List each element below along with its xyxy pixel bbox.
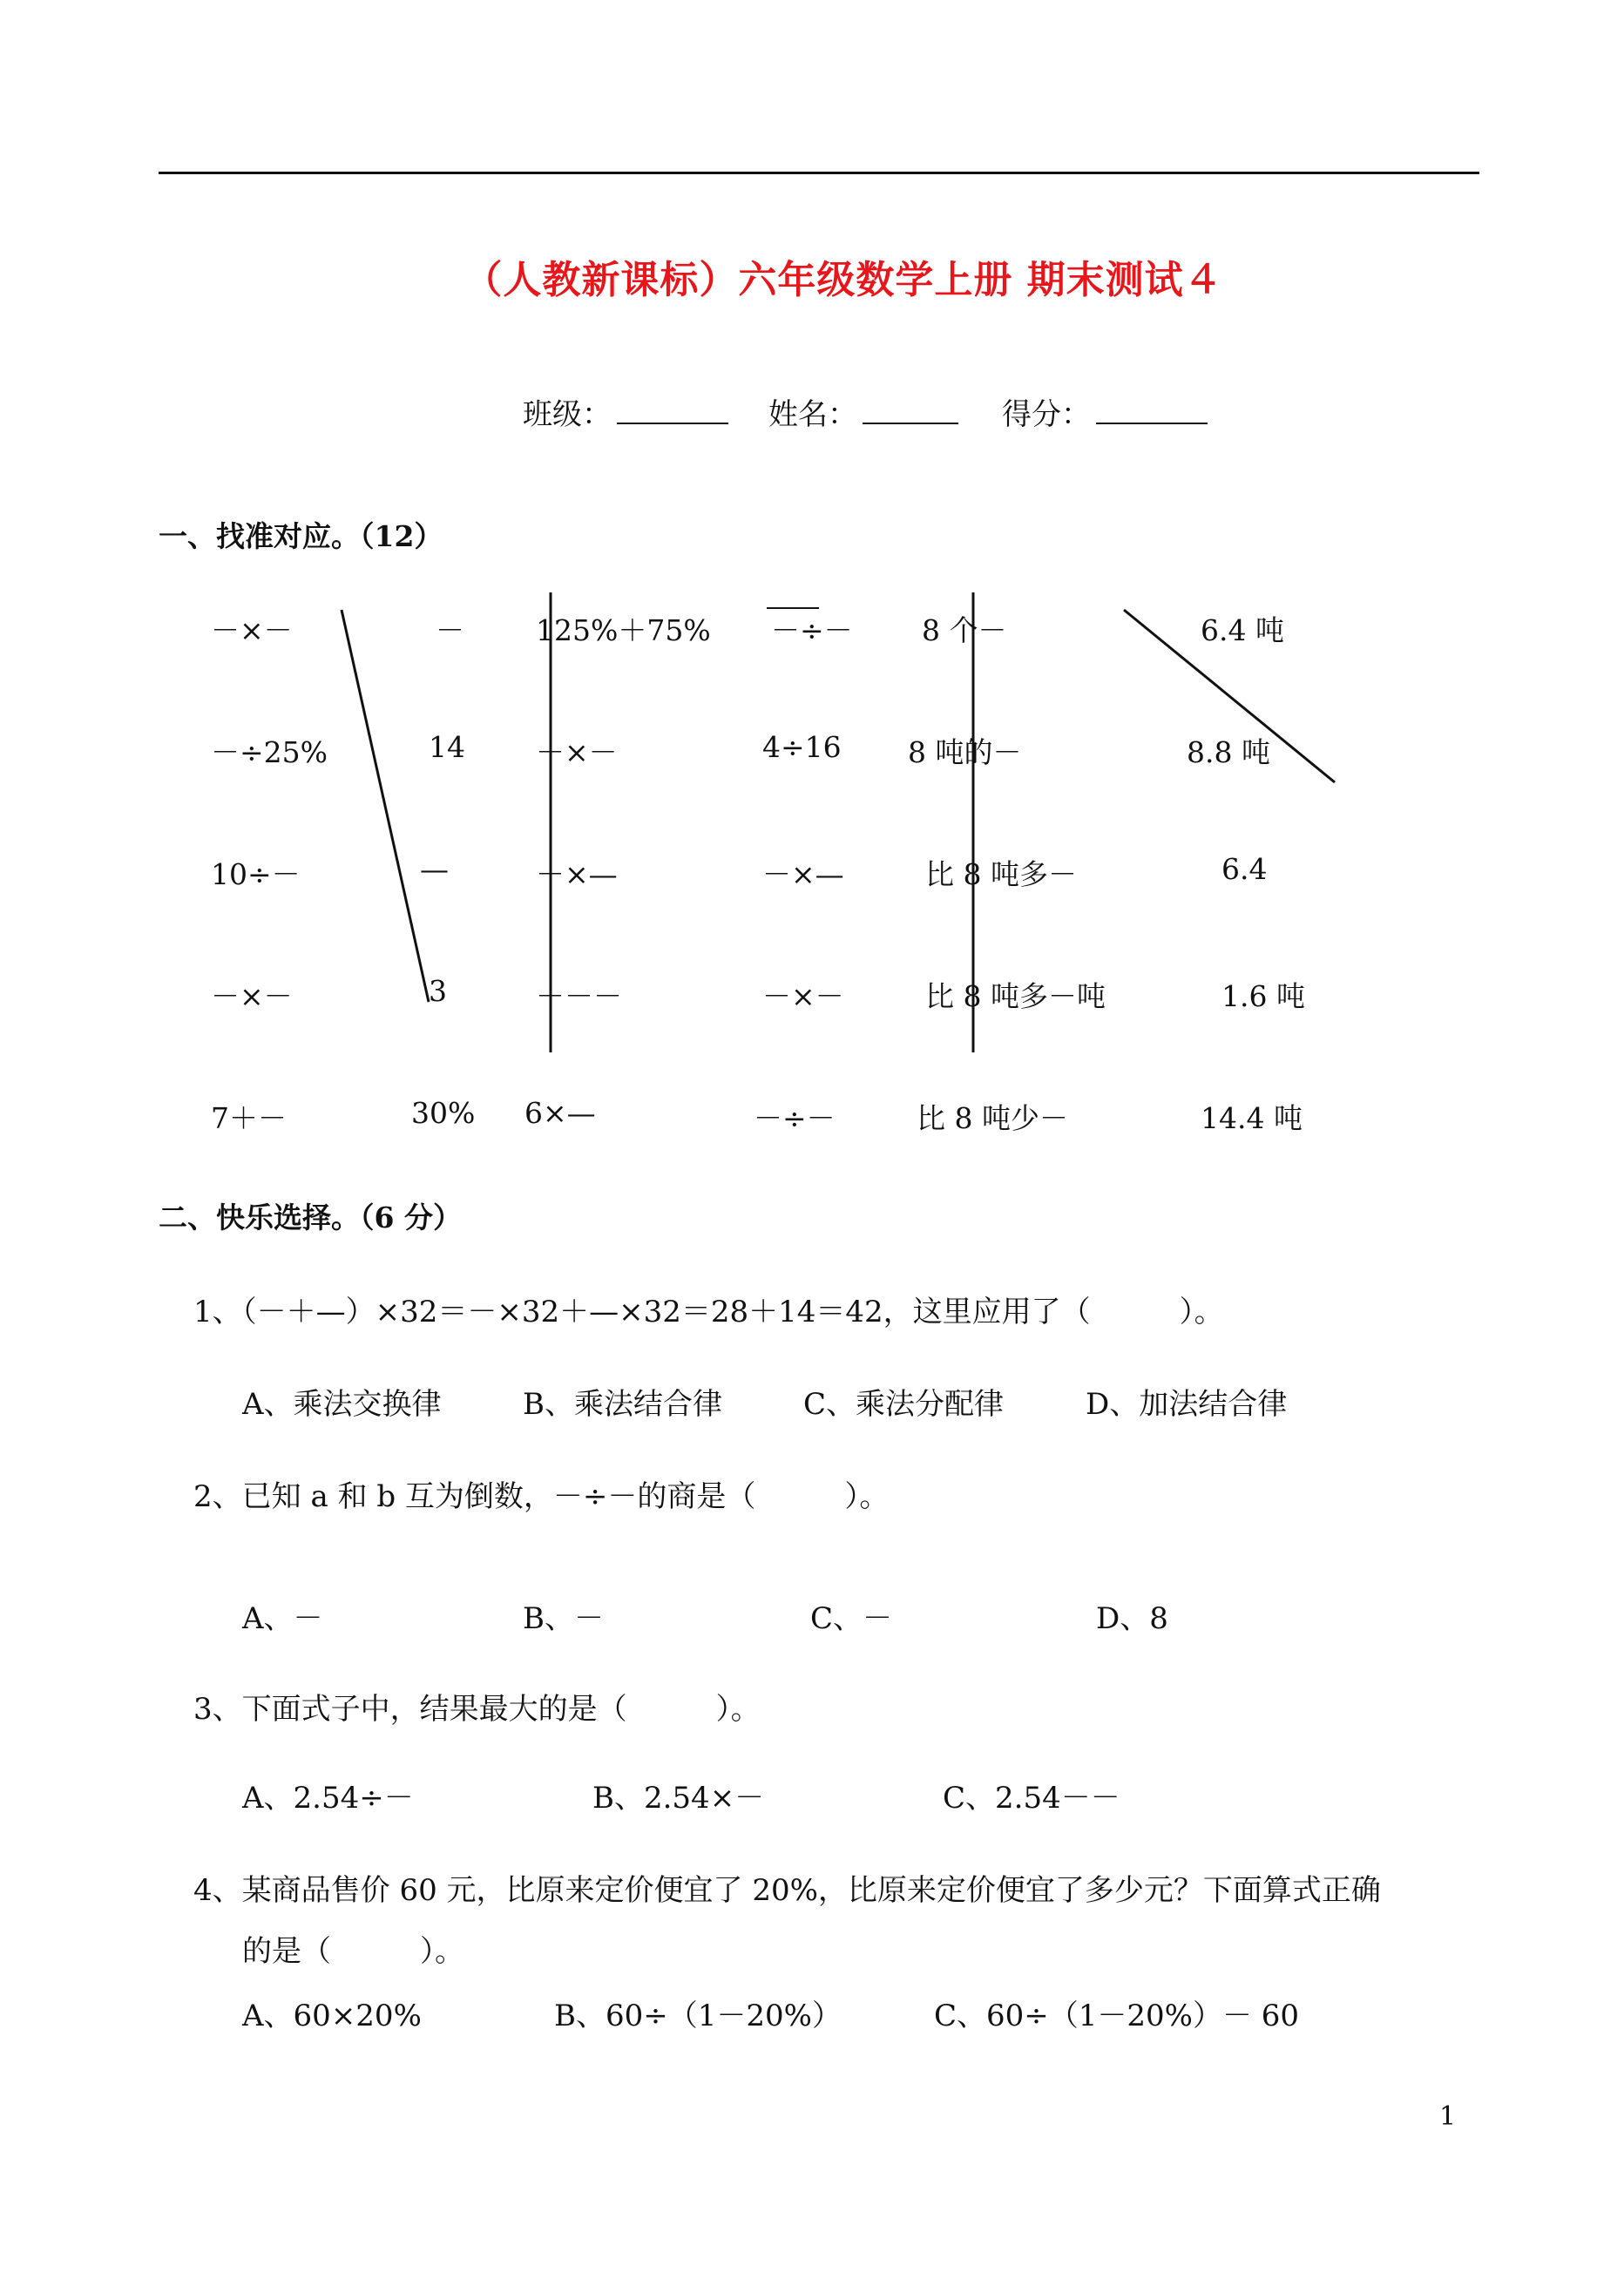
match-cell: －×－: [211, 979, 293, 1013]
match-line: [1124, 610, 1335, 782]
page-title: （人教新课标）六年级数学上册 期末测试４: [464, 258, 1223, 302]
match-cell: 比 8 吨多－吨: [925, 979, 1106, 1013]
match-cell: －×—: [536, 857, 618, 891]
question-1: 1、（－＋—）×32＝－×32＋—×32＝28＋14＝42，这里应用了（ ）。: [193, 1295, 1224, 1329]
q3-option-b[interactable]: B、2.54×－: [592, 1781, 765, 1816]
match-cell: 6.4: [1221, 852, 1268, 886]
question-4: 4、某商品售价 60 元，比原来定价便宜了 20%，比原来定价便宜了多少元？下面算式正确: [193, 1873, 1381, 1908]
section2-heading: 二、快乐选择。（6 分）: [159, 1201, 462, 1234]
question-2: 2、已知 a 和 b 互为倒数，－÷－的商是（ ）。: [193, 1479, 890, 1514]
match-cell: －×－: [211, 613, 293, 647]
q4-option-a[interactable]: A、60×20%: [242, 1999, 422, 2033]
q4-option-c[interactable]: C、60÷（1－20%）－ 60: [934, 1999, 1300, 2033]
match-cell: 8.8 吨: [1187, 735, 1270, 769]
match-cell: 8 个－: [922, 613, 1007, 647]
q2-option-c[interactable]: C、－: [810, 1601, 893, 1636]
match-cell: 10÷－: [211, 857, 301, 891]
q1-option-d[interactable]: D、加法结合律: [1086, 1387, 1288, 1422]
match-cell: 6.4 吨: [1201, 613, 1284, 647]
match-cell: 4÷16: [762, 730, 842, 764]
q2-option-a[interactable]: A、－: [242, 1601, 323, 1636]
q1-option-a[interactable]: A、乘法交换律: [242, 1387, 442, 1422]
q1-option-c[interactable]: C、乘法分配律: [803, 1387, 1005, 1422]
match-cell: －－－: [536, 979, 622, 1013]
match-cell: 3: [429, 974, 447, 1008]
match-cell: －÷－: [771, 613, 853, 647]
match-cell: 比 8 吨少－: [917, 1101, 1068, 1135]
match-cell: 8 吨的－: [908, 735, 1022, 769]
match-cell: 1.6 吨: [1221, 979, 1305, 1013]
score-label: 得分：: [1002, 397, 1091, 432]
match-cell: －×－: [536, 735, 618, 769]
match-cell: 14.4 吨: [1201, 1101, 1303, 1135]
q3-option-a[interactable]: A、2.54÷－: [242, 1781, 414, 1816]
match-cell: 7＋－: [211, 1101, 287, 1135]
q2-option-b[interactable]: B、－: [523, 1601, 604, 1636]
match-cell: －÷－: [754, 1101, 836, 1135]
match-line: [342, 610, 429, 1002]
q3-option-c[interactable]: C、2.54－－: [943, 1781, 1120, 1816]
name-label: 姓名：: [768, 397, 857, 432]
match-cell: 14: [429, 730, 465, 764]
class-label: 班级：: [523, 397, 612, 432]
match-cell: －÷25%: [211, 735, 328, 769]
section1-heading: 一、找准对应。（12）: [159, 519, 443, 553]
q1-option-b[interactable]: B、乘法结合律: [523, 1387, 722, 1422]
match-cell: 125%＋75%: [536, 613, 711, 647]
question-3: 3、下面式子中，结果最大的是（ ）。: [193, 1692, 761, 1727]
match-cell: 6×—: [524, 1096, 596, 1130]
match-cell: －×－: [762, 979, 844, 1013]
match-cell: －×—: [762, 857, 844, 891]
q4-option-b[interactable]: B、60÷（1－20%）: [554, 1999, 842, 2033]
q2-option-d[interactable]: D、8: [1096, 1601, 1168, 1636]
match-cell: －: [436, 613, 464, 647]
match-cell: 比 8 吨多－: [925, 857, 1077, 891]
match-cell: 30%: [411, 1096, 476, 1130]
question-4-cont: 的是（ ）。: [242, 1934, 464, 1969]
match-cell: —: [420, 852, 449, 886]
page-number: 1: [1439, 2101, 1457, 2132]
